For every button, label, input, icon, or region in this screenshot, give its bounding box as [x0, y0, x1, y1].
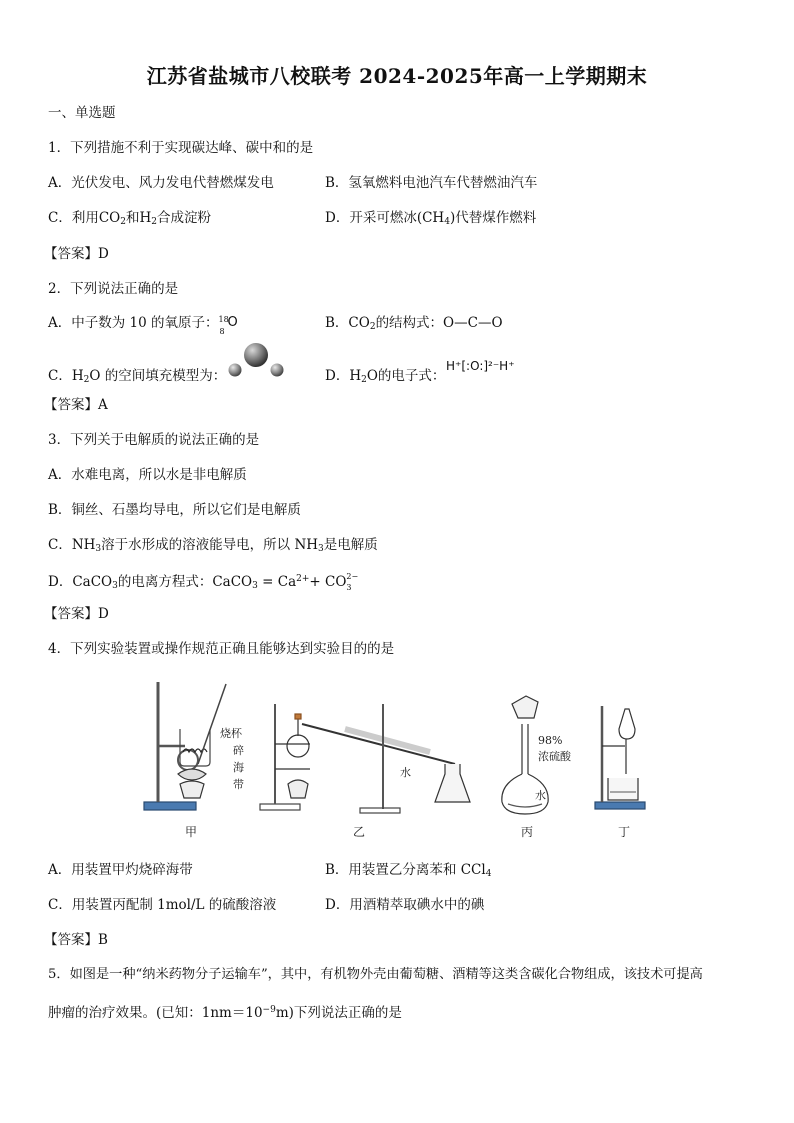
q1-option-b: B．氢氧燃料电池汽车代替燃油汽车	[325, 175, 538, 191]
figure-label-ding: 丁	[618, 825, 631, 839]
q4-stem: 4．下列实验装置或操作规范正确且能够达到实验目的的是	[48, 641, 395, 657]
q2-option-d: D．$H_2O$的电子式：	[325, 368, 446, 385]
q2-stem: 2．下列说法正确的是	[48, 281, 179, 297]
q5-stem-line2: 肿瘤的治疗效果。(已知：$1nm=10^{-9}m$)下列说法正确的是	[48, 1005, 402, 1021]
jia-label-sui: 碎	[233, 744, 244, 757]
lab-apparatus-figure	[130, 674, 670, 844]
q3-answer: 【答案】D	[44, 606, 109, 622]
yi-label-water: 水	[400, 766, 411, 779]
bing-label-water: 水	[535, 789, 546, 802]
figure-label-yi: 乙	[353, 825, 366, 839]
bing-label-acid: 浓硫酸	[538, 750, 571, 763]
q2-option-a: A．中子数为 10 的氧原子： 18 8 O	[48, 315, 238, 336]
section-heading: 一、单选题	[48, 105, 116, 121]
q1-option-d: D．开采可燃冰$(CH_4)$代替煤作燃料	[325, 210, 537, 227]
water-space-filling-model	[224, 340, 288, 380]
apparatus-ding	[595, 706, 645, 809]
figure-label-bing: 丙	[521, 825, 534, 839]
q3-stem: 3．下列关于电解质的说法正确的是	[48, 432, 260, 448]
q2-answer: 【答案】A	[44, 397, 108, 413]
page-title: 江苏省盐城市八校联考 2024-2025年高一上学期期末	[146, 64, 648, 88]
q1-stem: 1．下列措施不利于实现碳达峰、碳中和的是	[48, 140, 314, 156]
q1-option-c: C．利用$CO_2$和$H_2$合成淀粉	[48, 210, 211, 227]
jia-label-dai: 带	[233, 778, 244, 791]
jia-label-hai: 海	[233, 761, 244, 774]
q2-option-c: C．$H_2O$ 的空间填充模型为：	[48, 368, 227, 385]
q4-option-d: D．用酒精萃取碘水中的碘	[325, 897, 485, 913]
water-electron-formula: H⁺[:O:]²⁻H⁺	[446, 359, 515, 373]
figure-label-jia: 甲	[185, 825, 198, 839]
q3-option-c: C．$NH_3$溶于水形成的溶液能导电，所以 $NH_3$是电解质	[48, 537, 378, 554]
bing-label-98: 98%	[538, 734, 563, 747]
apparatus-jia	[144, 682, 244, 810]
q3-option-d: D．CaCO$_3$的电离方程式：CaCO$_3$ = $Ca^{2+}+$ CO 2− 3	[48, 572, 359, 592]
apparatus-bing	[502, 696, 572, 814]
q4-answer: 【答案】B	[44, 932, 108, 948]
apparatus-yi	[260, 704, 470, 813]
q4-option-b: B．用装置乙分离苯和 CCl$_4$	[325, 862, 492, 879]
q5-stem: 5．如图是一种“纳米药物分子运输车”，其中，有机物外壳由葡萄糖、酒精等这类含碳化合物组成，该技术可提高	[48, 967, 703, 982]
q3-option-a: A．水难电离，所以水是非电解质	[48, 467, 247, 483]
q4-option-a: A．用装置甲灼烧碎海带	[48, 862, 193, 878]
q1-option-a: A．光伏发电、风力发电代替燃煤发电	[48, 175, 274, 191]
q1-answer: 【答案】D	[44, 246, 109, 262]
jia-label-beaker: 烧杯	[220, 727, 242, 740]
q2-option-b: B．$CO_2$的结构式：O—C—O	[325, 315, 503, 332]
q3-option-b: B．铜丝、石墨均导电，所以它们是电解质	[48, 502, 301, 518]
q4-option-c: C．用装置丙配制 1mol/L 的硫酸溶液	[48, 897, 277, 913]
